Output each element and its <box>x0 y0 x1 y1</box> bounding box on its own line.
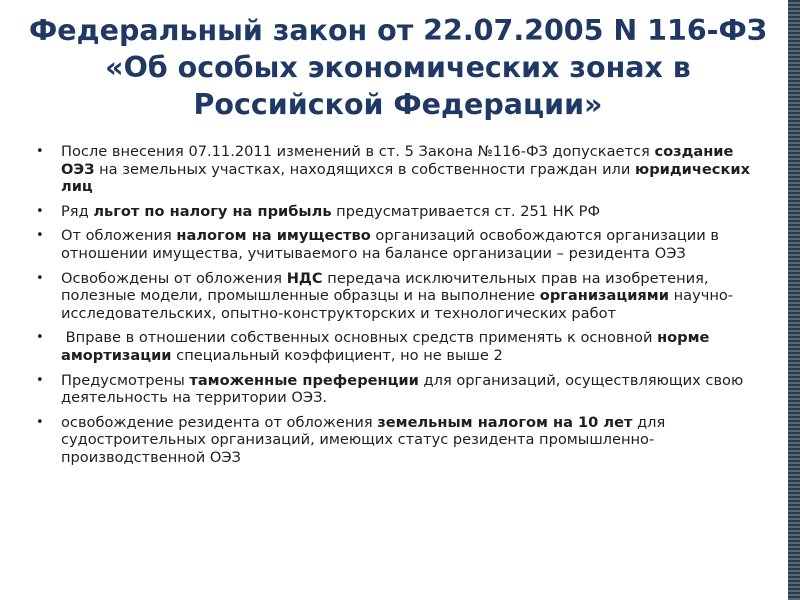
bullet-icon: • <box>36 270 44 286</box>
bullet-emphasis: таможенные преференции <box>189 371 419 389</box>
bullet-emphasis: норме амортизации <box>61 329 710 364</box>
bullet-item-4 <box>36 270 758 323</box>
bullet-text: Предусмотрены <box>61 371 190 389</box>
bullet-text: От обложения <box>61 227 177 245</box>
bullet-icon: • <box>36 372 44 388</box>
bullet-item-3 <box>36 227 758 262</box>
bullet-text: Вправе в отношении собственных основных средств применять к основной <box>61 329 658 347</box>
bullet-icon: • <box>36 203 44 219</box>
bullet-text: передача исключительных прав на изобретения, полезные модели, промышленные образцы и на выполнение <box>61 269 709 305</box>
bullet-icon: • <box>36 414 44 430</box>
bullet-text: Ряд <box>61 202 94 220</box>
bullet-text: для судостроительных организаций, имеющих статус резидента промышленно-производственной ОЭЗ <box>61 413 666 466</box>
bullet-emphasis: организациями <box>539 287 669 305</box>
decorative-stripe <box>788 0 800 600</box>
bullet-emphasis: льгот по налогу на прибыль <box>93 202 332 220</box>
bullet-emphasis: НДС <box>286 269 323 287</box>
bullet-text: предусматривается ст. 251 НК РФ <box>331 202 601 220</box>
bullet-text: специальный коэффициент, но не выше 2 <box>171 346 503 364</box>
bullet-icon: • <box>36 228 44 244</box>
bullet-emphasis: юридических лиц <box>61 160 750 196</box>
bullet-list <box>36 143 758 474</box>
bullet-item-6 <box>36 372 758 407</box>
slide-title: Федеральный закон от 22.07.2005 N 116-ФЗ «Об особых экономических зонах в Российской Федерации» <box>29 14 767 121</box>
bullet-emphasis: создание ОЭЗ <box>61 143 734 178</box>
bullet-text: организаций освобождаются организации в отношении имущества, учитываемого на балансе организации – резидента ОЭЗ <box>61 227 719 262</box>
bullet-item-1 <box>36 143 758 196</box>
bullet-emphasis: земельным налогом на 10 лет <box>377 413 633 431</box>
bullet-text: для организаций, осуществляющих свою деятельность на территории ОЭЗ. <box>61 371 744 407</box>
bullet-item-7 <box>36 414 758 467</box>
bullet-icon: • <box>36 330 44 346</box>
bullet-emphasis: налогом на имущество <box>176 227 371 245</box>
bullet-text: После внесения 07.11.2011 изменений в ст. 5 Закона №116-ФЗ допускается <box>61 143 655 160</box>
bullet-text: Освобождены от обложения <box>61 269 287 287</box>
bullet-item-5 <box>36 329 758 364</box>
bullet-text: на земельных участках, находящихся в собственности граждан или <box>94 160 636 178</box>
bullet-text: научно-исследовательских, опытно-конструкторских и технологических работ <box>61 287 734 322</box>
bullet-item-2 <box>36 203 758 221</box>
bullet-text: освобождение резидента от обложения <box>61 413 378 431</box>
bullet-icon: • <box>36 144 44 159</box>
